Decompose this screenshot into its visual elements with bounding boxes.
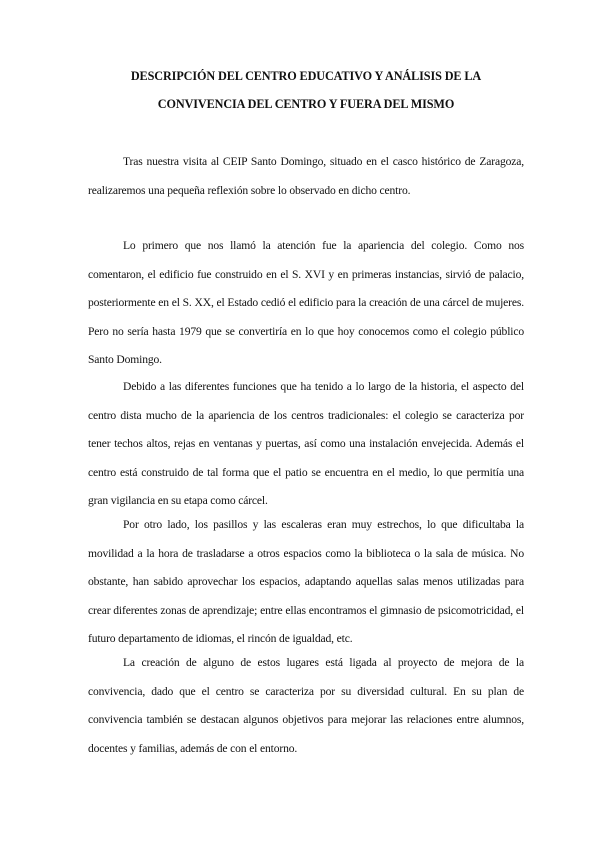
document-title	[88, 62, 524, 118]
paragraph-building-appearance: Debido a las diferentes funciones que ha tenido a lo largo de la historia, el aspecto del centro dista mucho de la apariencia de los centros tradicionales: el colegio se caracteriza por tener techos altos, rejas en ventanas y puertas, así como una instalación envejecida. Además el centro está construido de tal forma que el patio se encuentra en el medio, lo que permitía una gran vigilancia en su etapa como cárcel.	[88, 380, 524, 508]
paragraph-building-history: Lo primero que nos llamó la atención fue la apariencia del colegio. Como nos comentaron, el edificio fue construido en el S. XVI y en primeras instancias, sirvió de palacio, posteriormente en el S. XX, el Estado cedió el edificio para la creación de una cárcel de mujeres. Pero no sería hasta 1979 que se convertiría en lo que hoy conocemos como el colegio público Santo Domingo.	[88, 239, 524, 367]
paragraph-intro: Tras nuestra visita al CEIP Santo Domingo, situado en el casco histórico de Zaragoza, realizaremos una pequeña reflexión sobre lo observado en dicho centro.	[88, 155, 524, 197]
title-line-2: CONVIVENCIA DEL CENTRO Y FUERA DEL MISMO	[157, 97, 455, 111]
paragraph-coexistence: La creación de alguno de estos lugares está ligada al proyecto de mejora de la convivencia, dado que el centro se caracteriza por su diversidad cultural. En su plan de convivencia también se destacan algunos objetivos para mejorar las relaciones entre alumnos, docentes y familias, además de con el entorno.	[88, 656, 524, 755]
title-line-1: DESCRIPCIÓN DEL CENTRO EDUCATIVO Y ANÁLISIS DE LA	[130, 69, 482, 83]
paragraph-spaces: Por otro lado, los pasillos y las escaleras eran muy estrechos, lo que dificultaba la movilidad a la hora de trasladarse a otros espacios como la biblioteca o la sala de música. No obstante, han sabido aprovechar los espacios, adaptando aquellas salas menos utilizadas para crear diferentes zonas de aprendizaje; entre ellas encontramos el gimnasio de psicomotricidad, el futuro departamento de idiomas, el rincón de igualdad, etc.	[88, 518, 524, 646]
